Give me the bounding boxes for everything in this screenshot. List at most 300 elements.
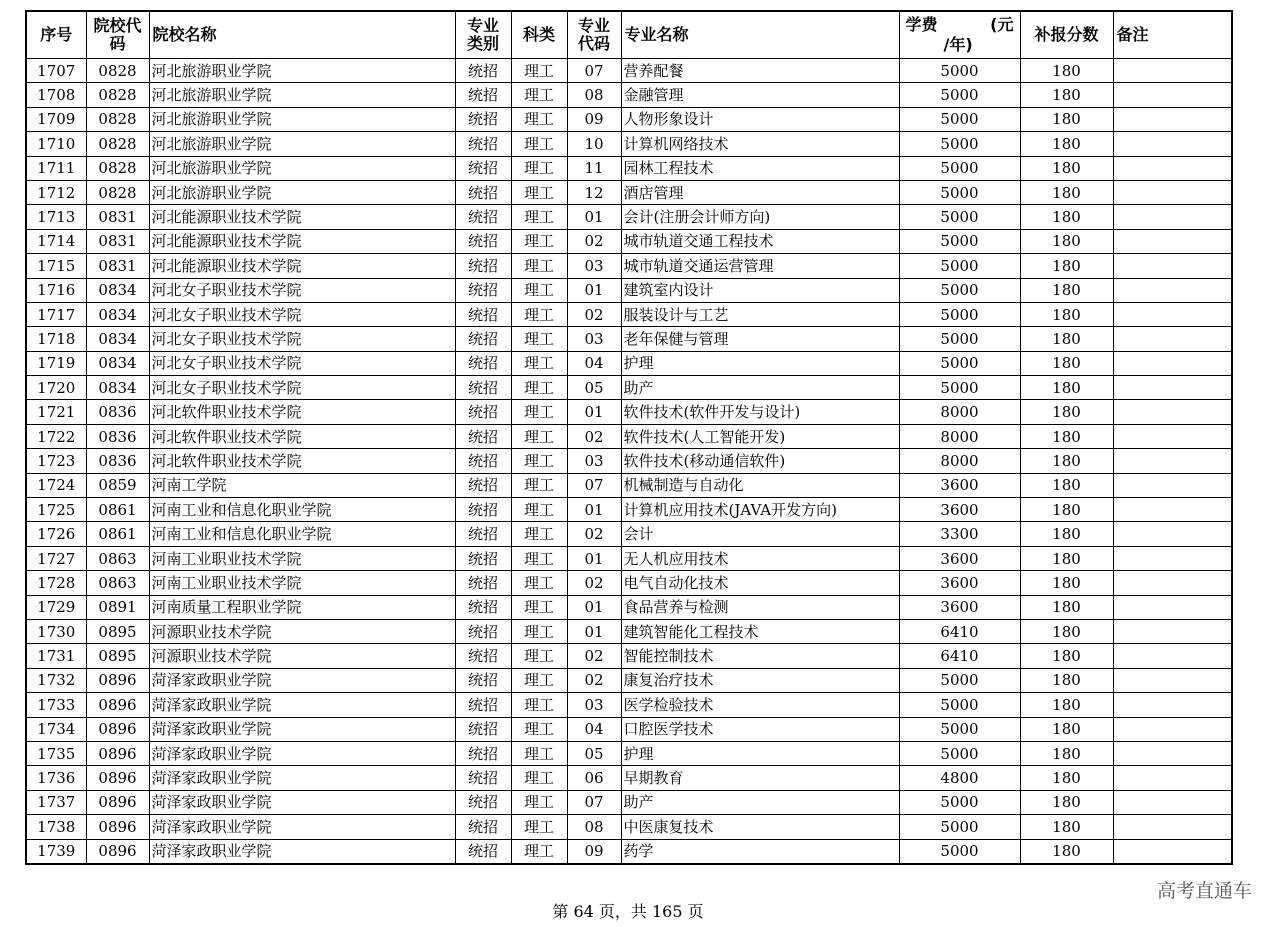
cell-major-name: 会计	[621, 522, 899, 546]
cell-seq: 1733	[26, 693, 86, 717]
cell-major-category: 统招	[455, 107, 511, 131]
cell-major-code: 04	[567, 351, 621, 375]
header-major-name: 专业名称	[621, 11, 899, 59]
cell-major-name: 软件技术(移动通信软件)	[621, 449, 899, 473]
cell-school-name: 河北女子职业技术学院	[149, 302, 455, 326]
cell-score: 180	[1020, 327, 1113, 351]
cell-score: 180	[1020, 59, 1113, 83]
cell-fee: 3600	[899, 595, 1020, 619]
table-row	[26, 717, 1232, 741]
table-row	[26, 278, 1232, 302]
table-row	[26, 815, 1232, 839]
cell-major-code: 07	[567, 59, 621, 83]
cell-score: 180	[1020, 546, 1113, 570]
cell-note	[1113, 205, 1232, 229]
cell-note	[1113, 107, 1232, 131]
cell-school-name: 河北能源职业技术学院	[149, 205, 455, 229]
cell-major-code: 01	[567, 595, 621, 619]
cell-major-category: 统招	[455, 83, 511, 107]
cell-school-name: 菏泽家政职业学院	[149, 766, 455, 790]
cell-note	[1113, 400, 1232, 424]
table-row	[26, 59, 1232, 83]
cell-seq: 1722	[26, 424, 86, 448]
cell-note	[1113, 595, 1232, 619]
table-row	[26, 351, 1232, 375]
cell-fee: 3300	[899, 522, 1020, 546]
cell-seq: 1729	[26, 595, 86, 619]
cell-school-name: 菏泽家政职业学院	[149, 693, 455, 717]
cell-note	[1113, 766, 1232, 790]
cell-school-code: 0896	[86, 790, 149, 814]
cell-school-code: 0834	[86, 327, 149, 351]
cell-fee: 5000	[899, 327, 1020, 351]
table-row	[26, 156, 1232, 180]
cell-major-code: 02	[567, 644, 621, 668]
cell-score: 180	[1020, 595, 1113, 619]
cell-school-code: 0836	[86, 424, 149, 448]
cell-major-name: 计算机应用技术(JAVA开发方向)	[621, 498, 899, 522]
cell-school-code: 0834	[86, 376, 149, 400]
cell-seq: 1739	[26, 839, 86, 864]
cell-school-name: 河北旅游职业学院	[149, 156, 455, 180]
cell-major-code: 01	[567, 619, 621, 643]
cell-subject: 理工	[511, 473, 567, 497]
cell-note	[1113, 473, 1232, 497]
cell-fee: 5000	[899, 132, 1020, 156]
cell-seq: 1708	[26, 83, 86, 107]
table-row	[26, 619, 1232, 643]
cell-major-category: 统招	[455, 302, 511, 326]
cell-major-category: 统招	[455, 400, 511, 424]
cell-score: 180	[1020, 571, 1113, 595]
cell-seq: 1715	[26, 254, 86, 278]
cell-major-category: 统招	[455, 351, 511, 375]
cell-major-category: 统招	[455, 376, 511, 400]
admission-table	[25, 10, 1233, 865]
cell-major-name: 助产	[621, 376, 899, 400]
cell-fee: 5000	[899, 839, 1020, 864]
cell-major-name: 人物形象设计	[621, 107, 899, 131]
cell-fee: 5000	[899, 790, 1020, 814]
cell-note	[1113, 278, 1232, 302]
cell-major-code: 03	[567, 327, 621, 351]
table-row	[26, 741, 1232, 765]
cell-major-category: 统招	[455, 546, 511, 570]
cell-school-code: 0895	[86, 644, 149, 668]
table-row	[26, 254, 1232, 278]
cell-score: 180	[1020, 132, 1113, 156]
cell-major-name: 会计(注册会计师方向)	[621, 205, 899, 229]
table-row	[26, 498, 1232, 522]
table-row	[26, 205, 1232, 229]
cell-subject: 理工	[511, 815, 567, 839]
cell-major-code: 02	[567, 229, 621, 253]
cell-note	[1113, 815, 1232, 839]
cell-fee: 3600	[899, 498, 1020, 522]
cell-note	[1113, 717, 1232, 741]
cell-seq: 1738	[26, 815, 86, 839]
cell-score: 180	[1020, 302, 1113, 326]
cell-school-name: 河北软件职业技术学院	[149, 424, 455, 448]
cell-note	[1113, 180, 1232, 204]
cell-school-code: 0895	[86, 619, 149, 643]
cell-fee: 8000	[899, 400, 1020, 424]
table-row	[26, 473, 1232, 497]
cell-major-code: 02	[567, 424, 621, 448]
cell-major-category: 统招	[455, 254, 511, 278]
cell-subject: 理工	[511, 400, 567, 424]
cell-subject: 理工	[511, 644, 567, 668]
cell-school-name: 河南工业和信息化职业学院	[149, 498, 455, 522]
cell-major-category: 统招	[455, 180, 511, 204]
header-fee	[899, 11, 1020, 59]
cell-seq: 1714	[26, 229, 86, 253]
cell-score: 180	[1020, 766, 1113, 790]
cell-subject: 理工	[511, 156, 567, 180]
cell-note	[1113, 571, 1232, 595]
cell-school-name: 河南工业职业技术学院	[149, 546, 455, 570]
cell-seq: 1726	[26, 522, 86, 546]
cell-subject: 理工	[511, 766, 567, 790]
table-row	[26, 229, 1232, 253]
table-row	[26, 595, 1232, 619]
cell-school-name: 河北女子职业技术学院	[149, 351, 455, 375]
cell-major-name: 建筑智能化工程技术	[621, 619, 899, 643]
cell-major-code: 09	[567, 839, 621, 864]
cell-school-name: 河南工业职业技术学院	[149, 571, 455, 595]
table-row	[26, 839, 1232, 864]
cell-subject: 理工	[511, 717, 567, 741]
cell-fee: 5000	[899, 83, 1020, 107]
cell-major-name: 服装设计与工艺	[621, 302, 899, 326]
header-school-name: 院校名称	[149, 11, 455, 59]
cell-school-code: 0896	[86, 741, 149, 765]
cell-seq: 1716	[26, 278, 86, 302]
cell-major-code: 01	[567, 400, 621, 424]
cell-note	[1113, 790, 1232, 814]
cell-major-category: 统招	[455, 790, 511, 814]
cell-subject: 理工	[511, 278, 567, 302]
cell-school-name: 菏泽家政职业学院	[149, 668, 455, 692]
cell-score: 180	[1020, 376, 1113, 400]
cell-school-code: 0859	[86, 473, 149, 497]
cell-fee: 6410	[899, 619, 1020, 643]
header-major-category: 专业类别	[455, 11, 511, 59]
cell-subject: 理工	[511, 254, 567, 278]
cell-score: 180	[1020, 400, 1113, 424]
cell-seq: 1710	[26, 132, 86, 156]
cell-major-name: 智能控制技术	[621, 644, 899, 668]
cell-note	[1113, 644, 1232, 668]
cell-major-code: 07	[567, 790, 621, 814]
cell-school-code: 0834	[86, 302, 149, 326]
cell-major-code: 05	[567, 741, 621, 765]
cell-school-code: 0891	[86, 595, 149, 619]
cell-subject: 理工	[511, 376, 567, 400]
table-row	[26, 107, 1232, 131]
cell-score: 180	[1020, 644, 1113, 668]
cell-fee: 8000	[899, 449, 1020, 473]
cell-major-code: 02	[567, 668, 621, 692]
cell-major-name: 药学	[621, 839, 899, 864]
cell-fee: 5000	[899, 278, 1020, 302]
table-row	[26, 180, 1232, 204]
cell-note	[1113, 693, 1232, 717]
cell-major-name: 软件技术(人工智能开发)	[621, 424, 899, 448]
cell-major-category: 统招	[455, 839, 511, 864]
cell-major-name: 康复治疗技术	[621, 668, 899, 692]
cell-seq: 1724	[26, 473, 86, 497]
cell-major-category: 统招	[455, 278, 511, 302]
cell-school-code: 0896	[86, 668, 149, 692]
cell-note	[1113, 619, 1232, 643]
cell-school-code: 0861	[86, 522, 149, 546]
cell-school-name: 河北软件职业技术学院	[149, 400, 455, 424]
cell-major-category: 统招	[455, 473, 511, 497]
cell-note	[1113, 59, 1232, 83]
cell-seq: 1727	[26, 546, 86, 570]
cell-school-name: 菏泽家政职业学院	[149, 741, 455, 765]
cell-school-code: 0836	[86, 449, 149, 473]
cell-fee: 5000	[899, 254, 1020, 278]
cell-major-code: 02	[567, 302, 621, 326]
cell-fee: 5000	[899, 351, 1020, 375]
cell-major-name: 口腔医学技术	[621, 717, 899, 741]
cell-score: 180	[1020, 717, 1113, 741]
cell-school-code: 0831	[86, 254, 149, 278]
table-row	[26, 766, 1232, 790]
cell-major-category: 统招	[455, 424, 511, 448]
cell-school-name: 河北女子职业技术学院	[149, 327, 455, 351]
cell-subject: 理工	[511, 424, 567, 448]
cell-note	[1113, 156, 1232, 180]
cell-note	[1113, 546, 1232, 570]
cell-major-name: 机械制造与自动化	[621, 473, 899, 497]
table-row	[26, 302, 1232, 326]
cell-major-name: 食品营养与检测	[621, 595, 899, 619]
table-row	[26, 644, 1232, 668]
table-row	[26, 571, 1232, 595]
cell-seq: 1717	[26, 302, 86, 326]
cell-seq: 1721	[26, 400, 86, 424]
cell-major-name: 金融管理	[621, 83, 899, 107]
cell-major-category: 统招	[455, 59, 511, 83]
table-body	[26, 59, 1232, 864]
cell-seq: 1730	[26, 619, 86, 643]
cell-subject: 理工	[511, 107, 567, 131]
cell-school-code: 0834	[86, 351, 149, 375]
cell-score: 180	[1020, 839, 1113, 864]
cell-major-category: 统招	[455, 741, 511, 765]
cell-score: 180	[1020, 351, 1113, 375]
cell-subject: 理工	[511, 546, 567, 570]
cell-school-name: 河北旅游职业学院	[149, 132, 455, 156]
cell-fee: 5000	[899, 107, 1020, 131]
cell-seq: 1711	[26, 156, 86, 180]
header-subject: 科类	[511, 11, 567, 59]
cell-major-code: 06	[567, 766, 621, 790]
cell-major-code: 03	[567, 693, 621, 717]
cell-fee: 5000	[899, 815, 1020, 839]
cell-major-name: 早期教育	[621, 766, 899, 790]
cell-fee: 5000	[899, 668, 1020, 692]
cell-major-code: 01	[567, 278, 621, 302]
cell-major-code: 08	[567, 83, 621, 107]
cell-school-code: 0831	[86, 229, 149, 253]
cell-subject: 理工	[511, 205, 567, 229]
cell-major-name: 老年保健与管理	[621, 327, 899, 351]
header-major-code: 专业代码	[567, 11, 621, 59]
cell-fee: 5000	[899, 302, 1020, 326]
cell-major-code: 01	[567, 498, 621, 522]
cell-school-name: 河北旅游职业学院	[149, 83, 455, 107]
cell-subject: 理工	[511, 498, 567, 522]
cell-school-code: 0861	[86, 498, 149, 522]
cell-seq: 1732	[26, 668, 86, 692]
cell-score: 180	[1020, 424, 1113, 448]
table-row	[26, 546, 1232, 570]
cell-major-code: 01	[567, 205, 621, 229]
cell-score: 180	[1020, 107, 1113, 131]
cell-note	[1113, 424, 1232, 448]
cell-major-category: 统招	[455, 693, 511, 717]
cell-major-code: 07	[567, 473, 621, 497]
cell-seq: 1728	[26, 571, 86, 595]
cell-subject: 理工	[511, 595, 567, 619]
cell-school-name: 河北女子职业技术学院	[149, 376, 455, 400]
cell-note	[1113, 83, 1232, 107]
table-row	[26, 424, 1232, 448]
cell-seq: 1709	[26, 107, 86, 131]
cell-score: 180	[1020, 693, 1113, 717]
cell-major-code: 02	[567, 522, 621, 546]
cell-note	[1113, 839, 1232, 864]
cell-subject: 理工	[511, 327, 567, 351]
cell-score: 180	[1020, 815, 1113, 839]
cell-seq: 1735	[26, 741, 86, 765]
cell-major-code: 11	[567, 156, 621, 180]
cell-school-code: 0863	[86, 546, 149, 570]
cell-major-name: 中医康复技术	[621, 815, 899, 839]
cell-fee: 5000	[899, 693, 1020, 717]
cell-note	[1113, 327, 1232, 351]
cell-major-category: 统招	[455, 498, 511, 522]
cell-seq: 1719	[26, 351, 86, 375]
cell-subject: 理工	[511, 693, 567, 717]
cell-school-name: 河北旅游职业学院	[149, 107, 455, 131]
cell-major-name: 酒店管理	[621, 180, 899, 204]
header-fee-label: 学费	[905, 15, 938, 34]
cell-fee: 5000	[899, 741, 1020, 765]
cell-major-code: 09	[567, 107, 621, 131]
table-row	[26, 327, 1232, 351]
cell-score: 180	[1020, 229, 1113, 253]
cell-fee: 8000	[899, 424, 1020, 448]
cell-subject: 理工	[511, 449, 567, 473]
cell-major-code: 03	[567, 449, 621, 473]
cell-major-category: 统招	[455, 766, 511, 790]
cell-major-name: 软件技术(软件开发与设计)	[621, 400, 899, 424]
cell-note	[1113, 302, 1232, 326]
cell-school-code: 0863	[86, 571, 149, 595]
cell-subject: 理工	[511, 741, 567, 765]
cell-school-name: 菏泽家政职业学院	[149, 839, 455, 864]
cell-score: 180	[1020, 156, 1113, 180]
watermark: 高考直通车	[1156, 880, 1252, 902]
cell-major-category: 统招	[455, 668, 511, 692]
cell-major-code: 01	[567, 546, 621, 570]
table-row	[26, 668, 1232, 692]
cell-major-category: 统招	[455, 522, 511, 546]
header-note: 备注	[1113, 11, 1232, 59]
cell-major-category: 统招	[455, 815, 511, 839]
cell-score: 180	[1020, 522, 1113, 546]
header-score: 补报分数	[1020, 11, 1113, 59]
cell-fee: 5000	[899, 205, 1020, 229]
cell-fee: 5000	[899, 156, 1020, 180]
cell-fee: 3600	[899, 546, 1020, 570]
cell-major-category: 统招	[455, 205, 511, 229]
cell-seq: 1718	[26, 327, 86, 351]
cell-school-code: 0834	[86, 278, 149, 302]
cell-score: 180	[1020, 449, 1113, 473]
cell-note	[1113, 132, 1232, 156]
cell-score: 180	[1020, 741, 1113, 765]
cell-school-name: 河北旅游职业学院	[149, 59, 455, 83]
cell-score: 180	[1020, 619, 1113, 643]
cell-major-name: 园林工程技术	[621, 156, 899, 180]
cell-major-category: 统招	[455, 132, 511, 156]
cell-score: 180	[1020, 668, 1113, 692]
cell-score: 180	[1020, 498, 1113, 522]
cell-school-name: 河南工学院	[149, 473, 455, 497]
cell-major-category: 统招	[455, 156, 511, 180]
cell-subject: 理工	[511, 790, 567, 814]
cell-school-code: 0828	[86, 83, 149, 107]
cell-note	[1113, 376, 1232, 400]
cell-major-code: 10	[567, 132, 621, 156]
cell-major-name: 护理	[621, 741, 899, 765]
cell-school-code: 0896	[86, 766, 149, 790]
cell-major-name: 助产	[621, 790, 899, 814]
cell-subject: 理工	[511, 132, 567, 156]
table-row	[26, 449, 1232, 473]
cell-major-code: 02	[567, 571, 621, 595]
cell-note	[1113, 498, 1232, 522]
cell-school-name: 河南工业和信息化职业学院	[149, 522, 455, 546]
table-row	[26, 522, 1232, 546]
cell-major-name: 计算机网络技术	[621, 132, 899, 156]
cell-score: 180	[1020, 473, 1113, 497]
cell-score: 180	[1020, 790, 1113, 814]
table-row	[26, 132, 1232, 156]
cell-school-code: 0896	[86, 839, 149, 864]
cell-fee: 3600	[899, 473, 1020, 497]
cell-school-code: 0836	[86, 400, 149, 424]
cell-school-code: 0828	[86, 107, 149, 131]
cell-seq: 1731	[26, 644, 86, 668]
cell-school-name: 河北旅游职业学院	[149, 180, 455, 204]
cell-school-name: 河北软件职业技术学院	[149, 449, 455, 473]
cell-score: 180	[1020, 254, 1113, 278]
page-footer: 第 64 页，共 165 页	[552, 902, 704, 921]
cell-subject: 理工	[511, 668, 567, 692]
cell-score: 180	[1020, 83, 1113, 107]
cell-major-category: 统招	[455, 571, 511, 595]
cell-school-code: 0896	[86, 717, 149, 741]
cell-note	[1113, 668, 1232, 692]
cell-major-code: 05	[567, 376, 621, 400]
